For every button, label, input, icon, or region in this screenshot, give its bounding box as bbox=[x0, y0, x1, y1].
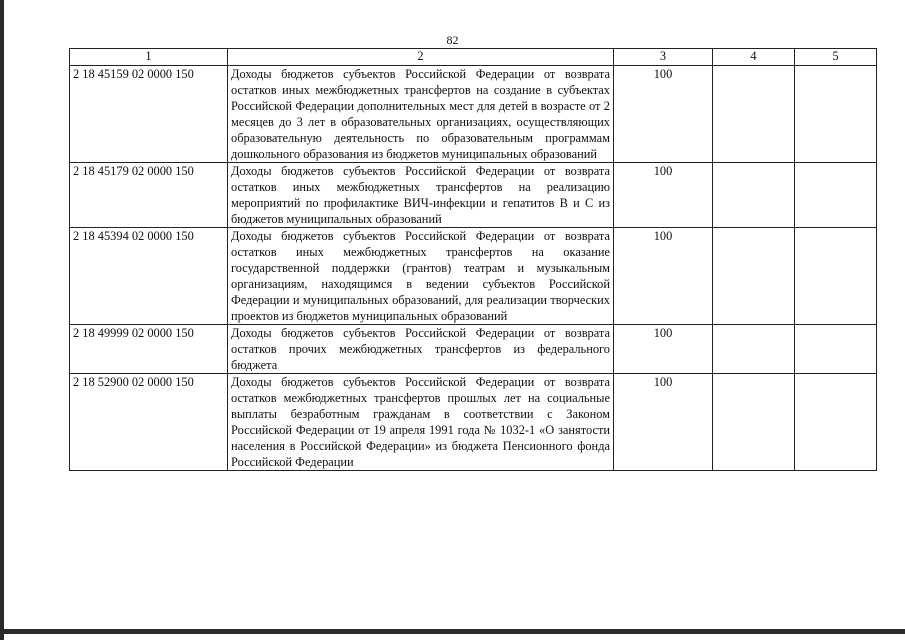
row-col4 bbox=[713, 325, 795, 374]
row-description: Доходы бюджетов субъектов Российской Федерации от возврата остатков прочих межбюджетных трансфертов из федерального бюджета bbox=[228, 325, 614, 374]
row-col4 bbox=[713, 66, 795, 163]
table-row bbox=[70, 66, 877, 163]
scan-left-edge bbox=[0, 0, 4, 640]
header-col-3: 3 bbox=[614, 49, 713, 66]
row-value: 100 bbox=[614, 374, 713, 471]
header-col-5: 5 bbox=[795, 49, 877, 66]
table-row bbox=[70, 163, 877, 228]
row-col5 bbox=[795, 374, 877, 471]
header-col-2: 2 bbox=[228, 49, 614, 66]
row-col5 bbox=[795, 325, 877, 374]
row-code: 2 18 49999 02 0000 150 bbox=[70, 325, 228, 374]
row-value: 100 bbox=[614, 163, 713, 228]
row-col4 bbox=[713, 374, 795, 471]
row-description: Доходы бюджетов субъектов Российской Федерации от возврата остатков межбюджетных трансфертов прошлых лет на социальные выплаты безработным гражданам в соответствии с Законом Российской Федерации от 19 апреля 1991 года № 1032-1 «О занятости населения в Российской Федерации» из бюджета Пенсионного фонда Российской Федерации bbox=[228, 374, 614, 471]
row-description: Доходы бюджетов субъектов Российской Федерации от возврата остатков иных межбюджетных трансфертов на реализацию мероприятий по профилактике ВИЧ-инфекции и гепатитов В и С из бюджетов муниципальных образований bbox=[228, 163, 614, 228]
row-code: 2 18 52900 02 0000 150 bbox=[70, 374, 228, 471]
row-col4 bbox=[713, 163, 795, 228]
row-description: Доходы бюджетов субъектов Российской Федерации от возврата остатков иных межбюджетных трансфертов на оказание государственной поддержки (грантов) театрам и музыкальным организациям, находящимся в ведении субъектов Российской Федерации и муниципальных образований, для реализации творческих проектов из бюджетов муниципальных образований bbox=[228, 228, 614, 325]
row-col5 bbox=[795, 66, 877, 163]
header-row bbox=[70, 49, 877, 66]
table-row bbox=[70, 228, 877, 325]
header-col-1: 1 bbox=[70, 49, 228, 66]
page-number: 82 bbox=[446, 33, 459, 47]
revenue-codes-table bbox=[69, 48, 877, 471]
row-col5 bbox=[795, 228, 877, 325]
row-value: 100 bbox=[614, 325, 713, 374]
row-description: Доходы бюджетов субъектов Российской Федерации от возврата остатков иных межбюджетных трансфертов на создание в субъектах Российской Федерации дополнительных мест для детей в возрасте от 2 месяцев до 3 лет в образовательных организациях, осуществляющих образовательную деятельность по образовательным программам дошкольного образования из бюджетов муниципальных образований bbox=[228, 66, 614, 163]
row-value: 100 bbox=[614, 66, 713, 163]
header-col-4: 4 bbox=[713, 49, 795, 66]
row-code: 2 18 45179 02 0000 150 bbox=[70, 163, 228, 228]
scan-bottom-edge bbox=[0, 629, 905, 634]
row-col5 bbox=[795, 163, 877, 228]
table-row bbox=[70, 325, 877, 374]
row-value: 100 bbox=[614, 228, 713, 325]
row-code: 2 18 45159 02 0000 150 bbox=[70, 66, 228, 163]
table-row bbox=[70, 374, 877, 471]
row-code: 2 18 45394 02 0000 150 bbox=[70, 228, 228, 325]
row-col4 bbox=[713, 228, 795, 325]
